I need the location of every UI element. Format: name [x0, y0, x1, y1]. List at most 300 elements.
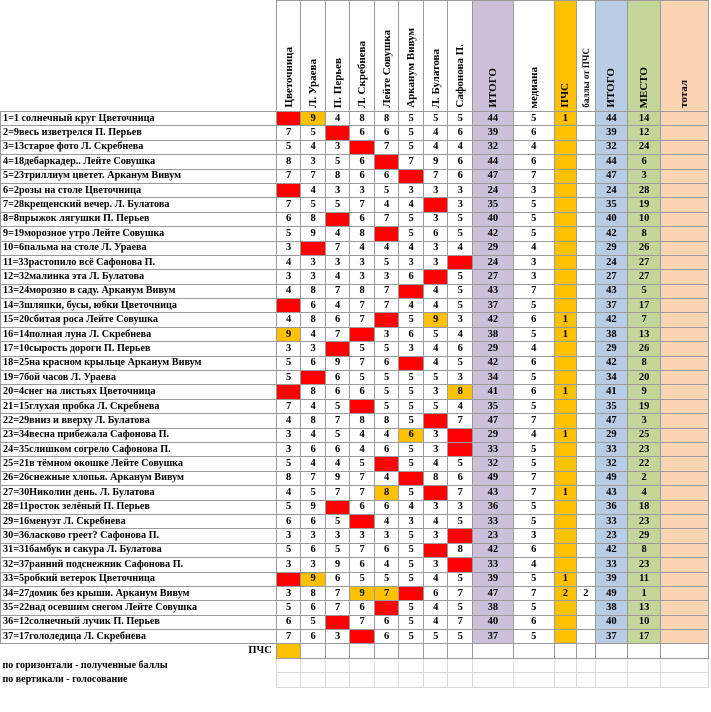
- score-cell[interactable]: 4: [423, 284, 448, 298]
- bally-cell[interactable]: [577, 270, 595, 284]
- mesto-cell[interactable]: 24: [628, 140, 661, 154]
- itogo2-cell[interactable]: 40: [595, 212, 628, 226]
- score-cell[interactable]: 5: [399, 457, 424, 471]
- score-cell[interactable]: 5: [399, 442, 424, 456]
- mesto-cell[interactable]: 23: [628, 558, 661, 572]
- bally-cell[interactable]: [577, 399, 595, 413]
- footer-cell[interactable]: [628, 658, 661, 672]
- footer-cell[interactable]: [350, 673, 375, 687]
- pchs-cell[interactable]: [554, 471, 576, 485]
- row-title-cell[interactable]: 33=5робкий ветерок Цветочница: [1, 572, 277, 586]
- row-title-cell[interactable]: 15=20сбитая роса Лейте Совушка: [1, 313, 277, 327]
- total-cell[interactable]: [660, 284, 708, 298]
- footer-cell[interactable]: [628, 673, 661, 687]
- mediana-cell[interactable]: 6: [513, 385, 554, 399]
- mediana-cell[interactable]: 5: [513, 630, 554, 644]
- score-cell[interactable]: 5: [448, 514, 473, 528]
- score-cell[interactable]: 3: [350, 183, 375, 197]
- score-cell[interactable]: 3: [276, 342, 301, 356]
- row-title-cell[interactable]: 20=4снег на листьях Цветочница: [1, 385, 277, 399]
- score-cell[interactable]: 5: [448, 284, 473, 298]
- mesto-cell[interactable]: 4: [628, 486, 661, 500]
- row-title-cell[interactable]: 7=28крещенский вечер. Л. Булатова: [1, 198, 277, 212]
- footer-cell[interactable]: [325, 644, 350, 658]
- score-cell[interactable]: 3: [423, 442, 448, 456]
- footer-cell[interactable]: [399, 673, 424, 687]
- row-title-cell[interactable]: 31=31бамбук и сакура Л. Булатова: [1, 543, 277, 557]
- score-cell[interactable]: 6: [325, 442, 350, 456]
- score-cell[interactable]: 3: [325, 183, 350, 197]
- score-cell[interactable]: 4: [374, 428, 399, 442]
- pchs-cell[interactable]: [554, 500, 576, 514]
- itogo-cell[interactable]: 38: [472, 601, 513, 615]
- pchs-cell[interactable]: [554, 183, 576, 197]
- itogo-cell[interactable]: 40: [472, 615, 513, 629]
- footer-cell[interactable]: [448, 673, 473, 687]
- mediana-cell[interactable]: 5: [513, 299, 554, 313]
- itogo2-cell[interactable]: 23: [595, 529, 628, 543]
- score-cell[interactable]: 5: [423, 327, 448, 341]
- score-cell[interactable]: 7: [325, 486, 350, 500]
- score-cell[interactable]: 6: [301, 543, 326, 557]
- self-vote-cell[interactable]: [448, 529, 473, 543]
- itogo2-cell[interactable]: 41: [595, 385, 628, 399]
- mesto-cell[interactable]: 25: [628, 428, 661, 442]
- mediana-cell[interactable]: 3: [513, 529, 554, 543]
- mesto-cell[interactable]: 8: [628, 543, 661, 557]
- mediana-cell[interactable]: 7: [513, 471, 554, 485]
- total-cell[interactable]: [660, 212, 708, 226]
- total-cell[interactable]: [660, 241, 708, 255]
- score-cell[interactable]: 6: [448, 126, 473, 140]
- itogo-cell[interactable]: 43: [472, 486, 513, 500]
- score-cell[interactable]: 7: [276, 399, 301, 413]
- score-cell[interactable]: 3: [374, 529, 399, 543]
- footer-cell[interactable]: [448, 658, 473, 672]
- bally-cell[interactable]: [577, 198, 595, 212]
- mediana-cell[interactable]: 5: [513, 500, 554, 514]
- bally-cell[interactable]: [577, 169, 595, 183]
- bally-cell[interactable]: [577, 284, 595, 298]
- score-cell[interactable]: 9: [301, 227, 326, 241]
- footer-cell[interactable]: [513, 658, 554, 672]
- score-cell[interactable]: 5: [276, 371, 301, 385]
- pchs-cell[interactable]: [554, 342, 576, 356]
- mesto-cell[interactable]: 13: [628, 601, 661, 615]
- itogo-cell[interactable]: 35: [472, 399, 513, 413]
- row-title-cell[interactable]: 17=10сырость дороги П. Перьев: [1, 342, 277, 356]
- mesto-cell[interactable]: 3: [628, 169, 661, 183]
- mesto-cell[interactable]: 23: [628, 514, 661, 528]
- total-cell[interactable]: [660, 428, 708, 442]
- itogo-cell[interactable]: 44: [472, 155, 513, 169]
- score-cell[interactable]: 7: [374, 299, 399, 313]
- score-cell[interactable]: 4: [374, 514, 399, 528]
- itogo2-cell[interactable]: 39: [595, 572, 628, 586]
- score-cell[interactable]: 5: [276, 227, 301, 241]
- itogo2-cell[interactable]: 24: [595, 183, 628, 197]
- score-cell[interactable]: 8: [374, 112, 399, 126]
- row-title-cell[interactable]: 12=32малинка эта Л. Булатова: [1, 270, 277, 284]
- bally-cell[interactable]: [577, 155, 595, 169]
- score-cell[interactable]: 6: [374, 615, 399, 629]
- self-vote-cell[interactable]: [399, 586, 424, 600]
- mesto-cell[interactable]: 17: [628, 299, 661, 313]
- itogo-cell[interactable]: 42: [472, 356, 513, 370]
- judge-header[interactable]: Лейте Совушка: [374, 1, 399, 112]
- row-title-cell[interactable]: 22=29вниз и вверху Л. Булатова: [1, 414, 277, 428]
- total-cell[interactable]: [660, 155, 708, 169]
- score-cell[interactable]: 5: [399, 313, 424, 327]
- itogo2-cell[interactable]: 37: [595, 299, 628, 313]
- total-cell[interactable]: [660, 112, 708, 126]
- score-cell[interactable]: 3: [448, 183, 473, 197]
- score-cell[interactable]: 4: [350, 428, 375, 442]
- score-cell[interactable]: 3: [448, 371, 473, 385]
- mesto-cell[interactable]: 26: [628, 342, 661, 356]
- mediana-cell[interactable]: 6: [513, 313, 554, 327]
- itogo2-cell[interactable]: 49: [595, 586, 628, 600]
- score-cell[interactable]: 7: [276, 126, 301, 140]
- footer-cell[interactable]: [350, 658, 375, 672]
- row-title-cell[interactable]: 29=16менуэт Л. Скребнева: [1, 514, 277, 528]
- itogo-cell[interactable]: 23: [472, 529, 513, 543]
- footer-cell[interactable]: [276, 673, 301, 687]
- total-cell[interactable]: [660, 615, 708, 629]
- row-title-cell[interactable]: 28=11росток зелёный П. Перьев: [1, 500, 277, 514]
- score-cell[interactable]: 4: [423, 356, 448, 370]
- score-cell[interactable]: 3: [301, 342, 326, 356]
- mesto-cell[interactable]: 1: [628, 586, 661, 600]
- footer-cell[interactable]: [301, 673, 326, 687]
- score-cell[interactable]: 4: [350, 241, 375, 255]
- score-cell[interactable]: 4: [423, 601, 448, 615]
- score-cell[interactable]: 4: [374, 471, 399, 485]
- bally-cell[interactable]: [577, 514, 595, 528]
- score-cell[interactable]: 5: [399, 371, 424, 385]
- score-cell[interactable]: 7: [350, 356, 375, 370]
- footer-cell[interactable]: [595, 644, 628, 658]
- total-header[interactable]: тотал: [660, 1, 708, 112]
- pchs-cell[interactable]: [554, 371, 576, 385]
- footer-cell[interactable]: [660, 644, 708, 658]
- self-vote-cell[interactable]: [399, 284, 424, 298]
- mediana-cell[interactable]: 7: [513, 486, 554, 500]
- score-cell[interactable]: 4: [374, 241, 399, 255]
- score-cell[interactable]: 3: [423, 385, 448, 399]
- score-cell[interactable]: 6: [350, 169, 375, 183]
- mediana-cell[interactable]: 7: [513, 169, 554, 183]
- score-cell[interactable]: 3: [423, 212, 448, 226]
- judge-header[interactable]: Сафонова П.: [448, 1, 473, 112]
- score-cell[interactable]: 3: [276, 270, 301, 284]
- score-cell[interactable]: 5: [350, 371, 375, 385]
- mediana-cell[interactable]: 5: [513, 327, 554, 341]
- pchs-cell[interactable]: 1: [554, 486, 576, 500]
- score-cell[interactable]: 8: [350, 112, 375, 126]
- self-vote-cell[interactable]: [399, 471, 424, 485]
- score-cell[interactable]: 3: [325, 140, 350, 154]
- score-cell[interactable]: 5: [399, 399, 424, 413]
- score-cell[interactable]: 7: [350, 486, 375, 500]
- footer-cell[interactable]: [513, 644, 554, 658]
- itogo-cell[interactable]: 42: [472, 227, 513, 241]
- itogo2-cell[interactable]: 36: [595, 500, 628, 514]
- itogo2-cell[interactable]: 38: [595, 601, 628, 615]
- pchs-cell[interactable]: [554, 227, 576, 241]
- score-cell[interactable]: 8: [374, 414, 399, 428]
- self-vote-cell[interactable]: [276, 299, 301, 313]
- score-cell[interactable]: 3: [276, 428, 301, 442]
- pchs-score-cell[interactable]: 8: [448, 385, 473, 399]
- score-cell[interactable]: 6: [301, 601, 326, 615]
- total-cell[interactable]: [660, 356, 708, 370]
- itogo-cell[interactable]: 24: [472, 183, 513, 197]
- footer-cell[interactable]: [399, 658, 424, 672]
- score-cell[interactable]: 4: [276, 284, 301, 298]
- total-cell[interactable]: [660, 342, 708, 356]
- self-vote-cell[interactable]: [374, 601, 399, 615]
- score-cell[interactable]: 5: [350, 457, 375, 471]
- pchs-cell[interactable]: [554, 414, 576, 428]
- mediana-cell[interactable]: 6: [513, 126, 554, 140]
- score-cell[interactable]: 8: [448, 543, 473, 557]
- self-vote-cell[interactable]: [374, 457, 399, 471]
- score-cell[interactable]: 3: [423, 183, 448, 197]
- itogo2-cell[interactable]: 40: [595, 615, 628, 629]
- score-cell[interactable]: 4: [301, 428, 326, 442]
- score-cell[interactable]: 5: [301, 126, 326, 140]
- score-cell[interactable]: 3: [301, 529, 326, 543]
- score-cell[interactable]: 6: [448, 342, 473, 356]
- score-cell[interactable]: 5: [374, 371, 399, 385]
- mediana-cell[interactable]: 4: [513, 428, 554, 442]
- row-title-cell[interactable]: 5=23триллиум цветет. Арканум Вивум: [1, 169, 277, 183]
- itogo2-cell[interactable]: 44: [595, 155, 628, 169]
- row-title-cell[interactable]: 4=18дебаркадер.. Лейте Совушка: [1, 155, 277, 169]
- pchs-cell[interactable]: [554, 155, 576, 169]
- bally-cell[interactable]: [577, 299, 595, 313]
- score-cell[interactable]: 7: [423, 169, 448, 183]
- pchs-cell[interactable]: 1: [554, 385, 576, 399]
- footer-cell[interactable]: [554, 658, 576, 672]
- itogo-cell[interactable]: 47: [472, 586, 513, 600]
- footer-cell[interactable]: [325, 658, 350, 672]
- self-vote-cell[interactable]: [276, 572, 301, 586]
- score-cell[interactable]: 4: [399, 198, 424, 212]
- pchs-cell[interactable]: 1: [554, 112, 576, 126]
- score-cell[interactable]: 6: [276, 514, 301, 528]
- itogo2-cell[interactable]: 42: [595, 313, 628, 327]
- footer-cell[interactable]: [577, 658, 595, 672]
- total-cell[interactable]: [660, 414, 708, 428]
- score-cell[interactable]: 8: [301, 284, 326, 298]
- mesto-cell[interactable]: 19: [628, 399, 661, 413]
- mesto-cell[interactable]: 7: [628, 313, 661, 327]
- footer-cell[interactable]: [325, 673, 350, 687]
- score-cell[interactable]: 4: [399, 299, 424, 313]
- itogo2-cell[interactable]: 32: [595, 140, 628, 154]
- score-cell[interactable]: 6: [325, 313, 350, 327]
- bally-cell[interactable]: [577, 558, 595, 572]
- mediana-cell[interactable]: 5: [513, 399, 554, 413]
- score-cell[interactable]: 3: [423, 500, 448, 514]
- pchs-score-cell[interactable]: 9: [350, 586, 375, 600]
- score-cell[interactable]: 9: [325, 558, 350, 572]
- score-cell[interactable]: 3: [423, 255, 448, 269]
- self-vote-cell[interactable]: [423, 270, 448, 284]
- score-cell[interactable]: 6: [399, 327, 424, 341]
- footer-cell[interactable]: [577, 673, 595, 687]
- bally-cell[interactable]: [577, 227, 595, 241]
- score-cell[interactable]: 7: [350, 543, 375, 557]
- score-cell[interactable]: 6: [350, 558, 375, 572]
- footer-cell[interactable]: [472, 658, 513, 672]
- itogo-cell[interactable]: 40: [472, 212, 513, 226]
- judge-header[interactable]: Л. Скребнева: [350, 1, 375, 112]
- self-vote-cell[interactable]: [276, 385, 301, 399]
- score-cell[interactable]: 9: [325, 471, 350, 485]
- score-cell[interactable]: 4: [325, 299, 350, 313]
- score-cell[interactable]: 5: [399, 572, 424, 586]
- score-cell[interactable]: 4: [423, 514, 448, 528]
- self-vote-cell[interactable]: [325, 615, 350, 629]
- total-cell[interactable]: [660, 630, 708, 644]
- footer-cell[interactable]: [595, 658, 628, 672]
- score-cell[interactable]: 4: [325, 270, 350, 284]
- pchs-cell[interactable]: [554, 169, 576, 183]
- mediana-cell[interactable]: 5: [513, 227, 554, 241]
- itogo2-cell[interactable]: 42: [595, 356, 628, 370]
- itogo2-cell[interactable]: 39: [595, 126, 628, 140]
- mesto-cell[interactable]: 28: [628, 183, 661, 197]
- itogo-cell[interactable]: 35: [472, 198, 513, 212]
- score-cell[interactable]: 5: [276, 601, 301, 615]
- self-vote-cell[interactable]: [350, 140, 375, 154]
- score-cell[interactable]: 5: [399, 126, 424, 140]
- score-cell[interactable]: 6: [374, 126, 399, 140]
- bally-cell[interactable]: [577, 601, 595, 615]
- row-title-cell[interactable]: 9=19морозное утро Лейте Совушка: [1, 227, 277, 241]
- total-cell[interactable]: [660, 313, 708, 327]
- score-cell[interactable]: 7: [350, 299, 375, 313]
- bally-cell[interactable]: [577, 212, 595, 226]
- score-cell[interactable]: 6: [325, 371, 350, 385]
- itogo-header[interactable]: ИТОГО: [472, 1, 513, 112]
- mesto-cell[interactable]: 10: [628, 615, 661, 629]
- mediana-cell[interactable]: 3: [513, 183, 554, 197]
- bally-cell[interactable]: [577, 486, 595, 500]
- mediana-cell[interactable]: 6: [513, 615, 554, 629]
- score-cell[interactable]: 6: [350, 212, 375, 226]
- total-cell[interactable]: [660, 385, 708, 399]
- mediana-cell[interactable]: 5: [513, 198, 554, 212]
- bally-cell[interactable]: [577, 529, 595, 543]
- score-cell[interactable]: 5: [448, 212, 473, 226]
- mediana-cell[interactable]: 5: [513, 371, 554, 385]
- itogo-cell[interactable]: 36: [472, 500, 513, 514]
- itogo2-cell[interactable]: 35: [595, 399, 628, 413]
- self-vote-cell[interactable]: [399, 169, 424, 183]
- pchs-cell[interactable]: [554, 399, 576, 413]
- self-vote-cell[interactable]: [301, 241, 326, 255]
- mesto-cell[interactable]: 19: [628, 198, 661, 212]
- score-cell[interactable]: 8: [301, 212, 326, 226]
- itogo-cell[interactable]: 34: [472, 371, 513, 385]
- score-cell[interactable]: 5: [399, 385, 424, 399]
- score-cell[interactable]: 5: [399, 615, 424, 629]
- score-cell[interactable]: 3: [350, 270, 375, 284]
- score-cell[interactable]: 3: [423, 428, 448, 442]
- score-cell[interactable]: 4: [423, 140, 448, 154]
- score-cell[interactable]: 3: [325, 630, 350, 644]
- score-cell[interactable]: 5: [325, 428, 350, 442]
- score-cell[interactable]: 5: [374, 385, 399, 399]
- itogo-cell[interactable]: 32: [472, 457, 513, 471]
- itogo2-cell[interactable]: 38: [595, 327, 628, 341]
- score-cell[interactable]: 6: [276, 212, 301, 226]
- score-cell[interactable]: 8: [301, 313, 326, 327]
- total-cell[interactable]: [660, 586, 708, 600]
- score-cell[interactable]: 5: [301, 198, 326, 212]
- score-cell[interactable]: 3: [448, 500, 473, 514]
- score-cell[interactable]: 4: [276, 486, 301, 500]
- score-cell[interactable]: 4: [325, 227, 350, 241]
- self-vote-cell[interactable]: [423, 486, 448, 500]
- score-cell[interactable]: 6: [350, 500, 375, 514]
- pchs-score-cell[interactable]: 8: [374, 486, 399, 500]
- score-cell[interactable]: 5: [399, 140, 424, 154]
- pchs-cell[interactable]: [554, 558, 576, 572]
- mesto-cell[interactable]: 17: [628, 630, 661, 644]
- score-cell[interactable]: 3: [276, 558, 301, 572]
- bally-cell[interactable]: [577, 543, 595, 557]
- score-cell[interactable]: 6: [374, 630, 399, 644]
- mesto-cell[interactable]: 27: [628, 255, 661, 269]
- row-title-cell[interactable]: 13=24морозно в саду. Арканум Вивум: [1, 284, 277, 298]
- itogo2-cell[interactable]: 33: [595, 514, 628, 528]
- bally-cell[interactable]: [577, 126, 595, 140]
- score-cell[interactable]: 7: [374, 140, 399, 154]
- score-cell[interactable]: 5: [399, 227, 424, 241]
- bally-cell[interactable]: [577, 572, 595, 586]
- mesto-cell[interactable]: 11: [628, 572, 661, 586]
- score-cell[interactable]: 3: [374, 270, 399, 284]
- mesto-cell[interactable]: 10: [628, 212, 661, 226]
- score-cell[interactable]: 7: [325, 601, 350, 615]
- total-cell[interactable]: [660, 227, 708, 241]
- total-cell[interactable]: [660, 140, 708, 154]
- self-vote-cell[interactable]: [325, 342, 350, 356]
- self-vote-cell[interactable]: [350, 630, 375, 644]
- mediana-cell[interactable]: 4: [513, 342, 554, 356]
- mediana-cell[interactable]: 5: [513, 442, 554, 456]
- score-cell[interactable]: 3: [325, 529, 350, 543]
- score-cell[interactable]: 6: [423, 227, 448, 241]
- itogo-cell[interactable]: 47: [472, 414, 513, 428]
- total-cell[interactable]: [660, 399, 708, 413]
- score-cell[interactable]: 6: [374, 169, 399, 183]
- pchs-cell[interactable]: [554, 270, 576, 284]
- row-title-cell[interactable]: 8=8прыжок лягушки П. Перьев: [1, 212, 277, 226]
- score-cell[interactable]: 6: [301, 514, 326, 528]
- score-cell[interactable]: 5: [448, 112, 473, 126]
- score-cell[interactable]: 3: [301, 255, 326, 269]
- score-cell[interactable]: 5: [399, 529, 424, 543]
- score-cell[interactable]: 5: [399, 558, 424, 572]
- score-cell[interactable]: 8: [301, 414, 326, 428]
- score-cell[interactable]: 4: [423, 342, 448, 356]
